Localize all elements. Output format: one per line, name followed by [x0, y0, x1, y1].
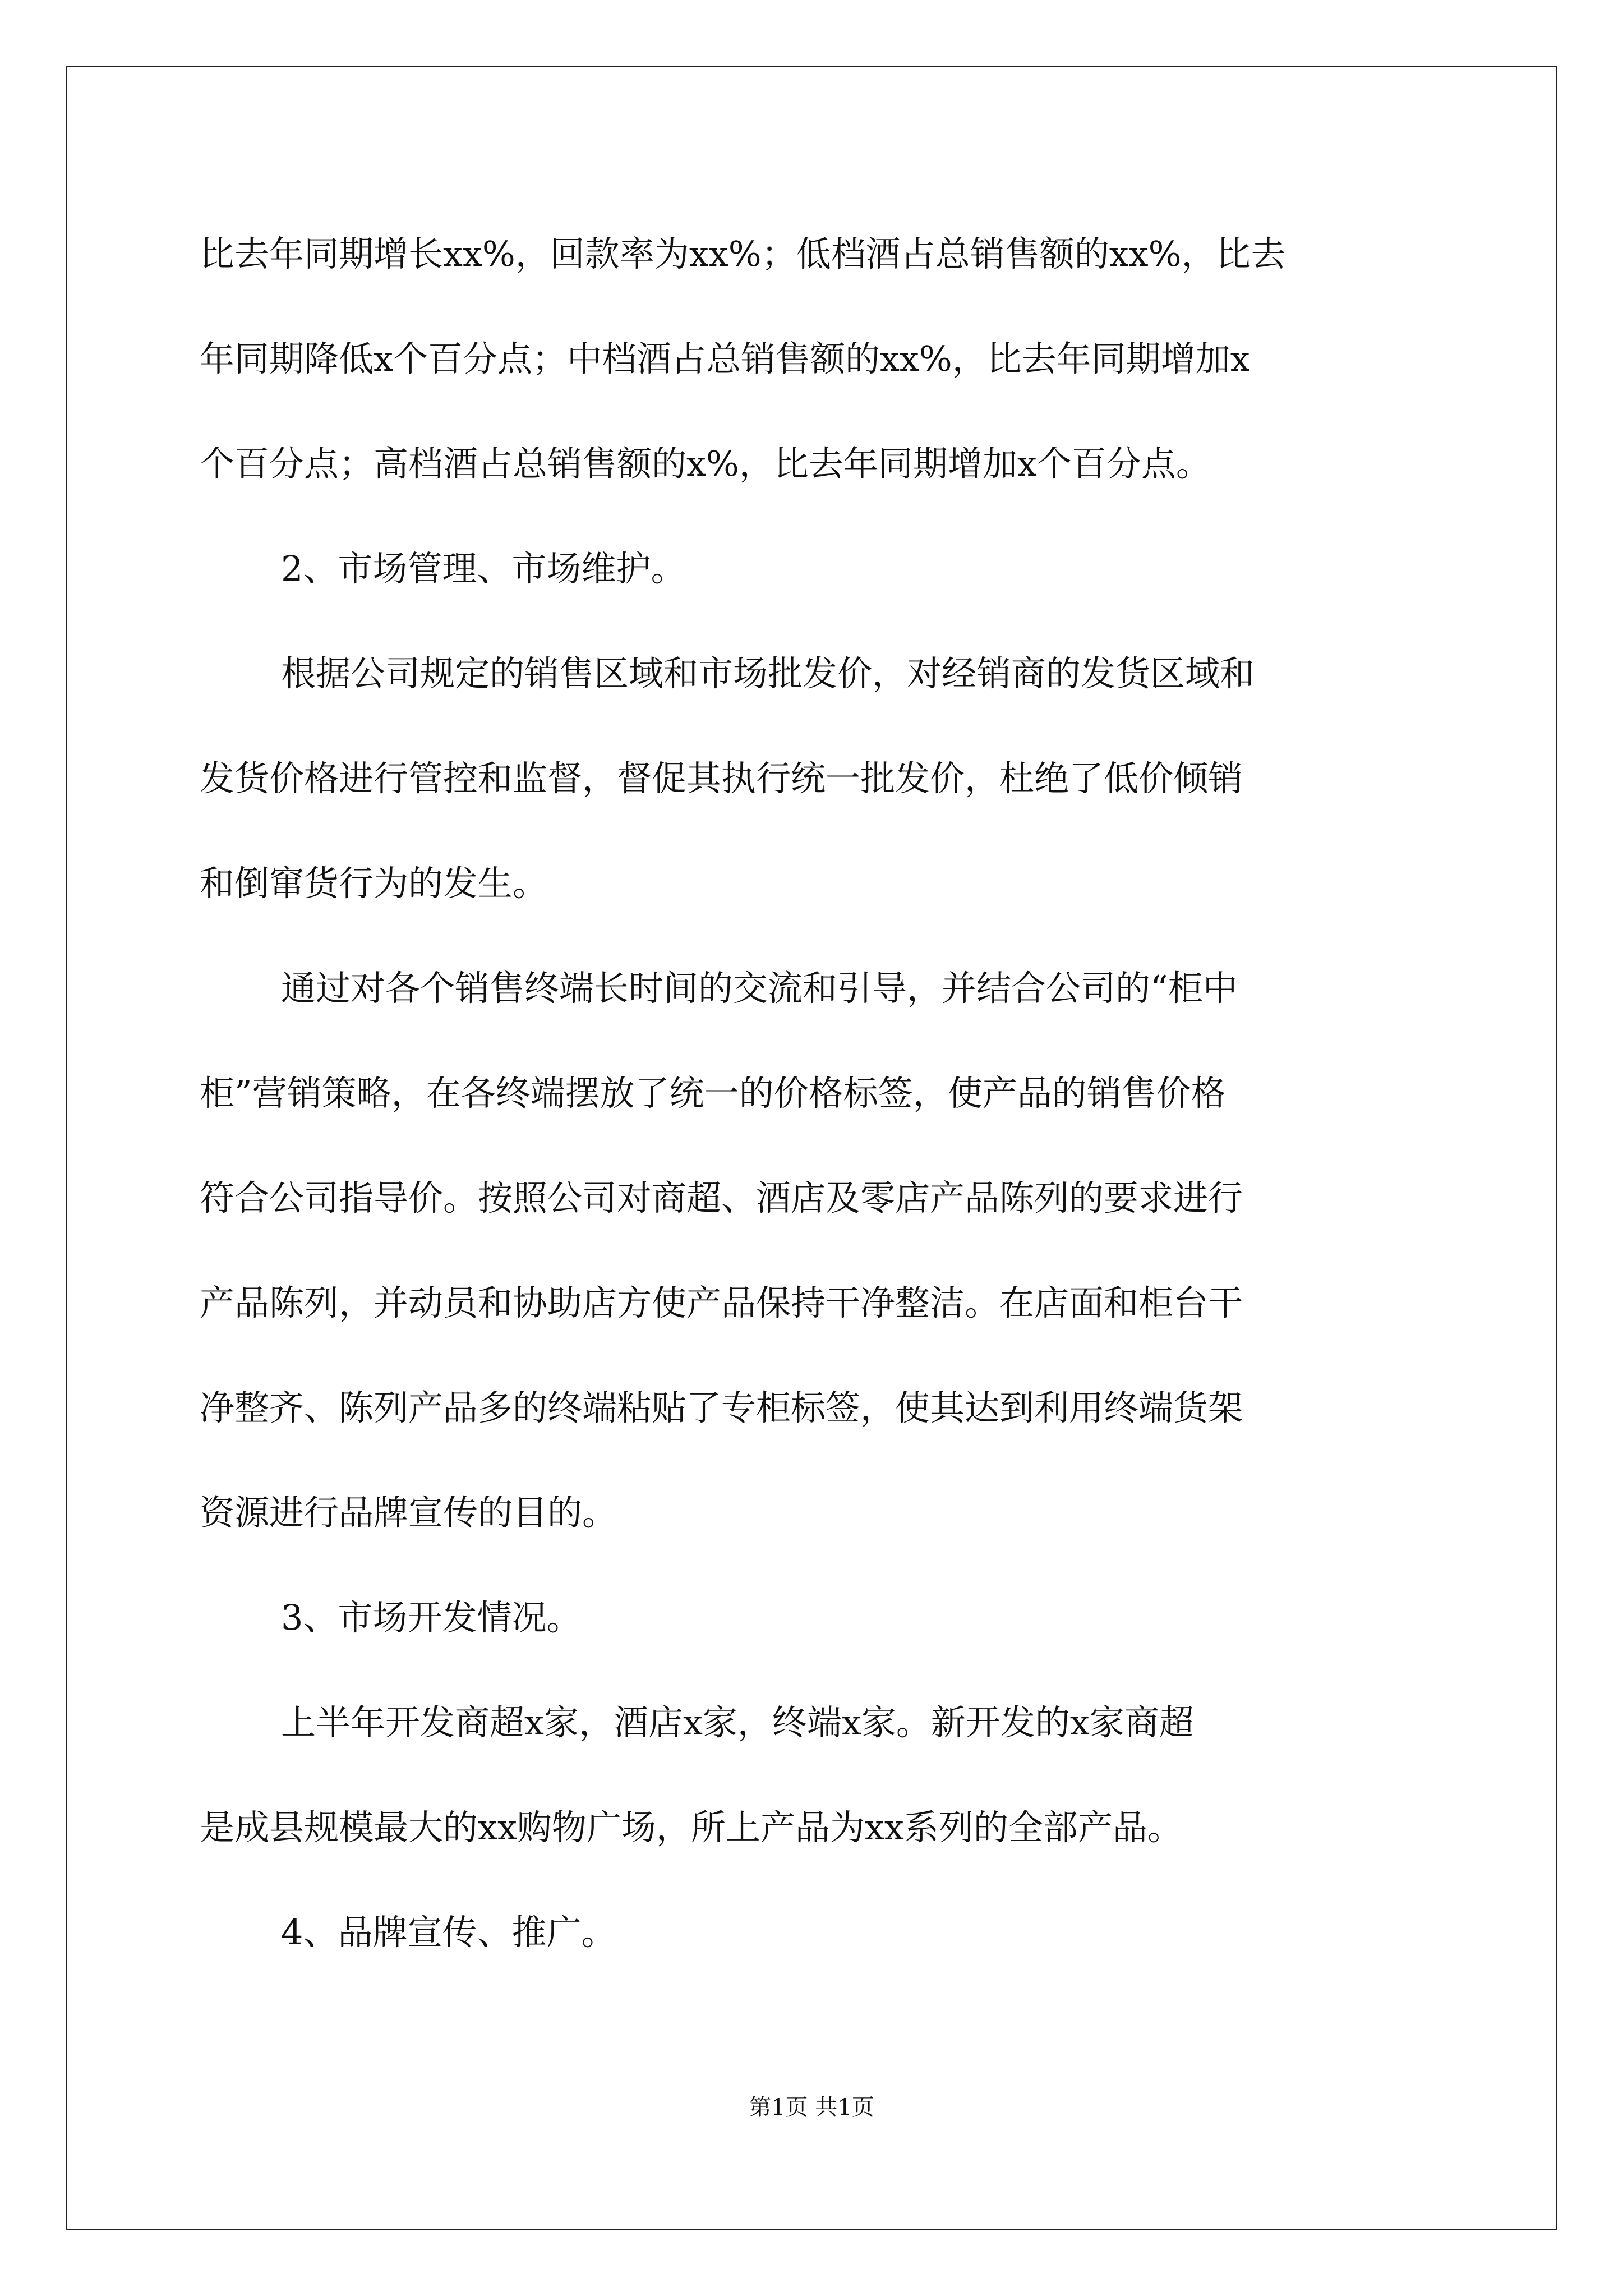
text-line: 产品陈列，并动员和协助店方使产品保持干净整洁。在店面和柜台干: [200, 1282, 1243, 1323]
text-line: 通过对各个销售终端长时间的交流和引导，并结合公司的“柜中: [281, 968, 1238, 1009]
page-footer: 第1页 共1页: [749, 2095, 874, 2120]
text-line: 年同期降低x个百分点；中档酒占总销售额的xx%，比去年同期增加x: [200, 338, 1250, 379]
section-heading: 3、市场开发情况。: [281, 1597, 582, 1638]
text-line: 个百分点；高档酒占总销售额的x%，比去年同期增加x个百分点。: [200, 443, 1211, 484]
section-heading: 4、品牌宣传、推广。: [281, 1912, 616, 1953]
section-heading: 2、市场管理、市场维护。: [281, 548, 686, 589]
text-line: 上半年开发商超x家，酒店x家，终端x家。新开发的x家商超: [281, 1702, 1194, 1743]
page-border: [66, 66, 1557, 2230]
text-line: 符合公司指导价。按照公司对商超、酒店及零店产品陈列的要求进行: [200, 1177, 1243, 1218]
text-line: 是成县规模最大的xx购物广场，所上产品为xx系列的全部产品。: [200, 1807, 1182, 1848]
text-line: 柜”营销策略，在各终端摆放了统一的价格标签，使产品的销售价格: [200, 1073, 1226, 1114]
text-line: 比去年同期增长xx%，回款率为xx%；低档酒占总销售额的xx%，比去: [200, 233, 1286, 274]
text-line: 根据公司规定的销售区域和市场批发价，对经销商的发货区域和: [281, 653, 1255, 694]
text-line: 和倒窜货行为的发生。: [200, 863, 548, 904]
text-line: 发货价格进行管控和监督，督促其执行统一批发价，杜绝了低价倾销: [200, 758, 1243, 799]
text-line: 资源进行品牌宣传的目的。: [200, 1492, 617, 1533]
text-line: 净整齐、陈列产品多的终端粘贴了专柜标签，使其达到利用终端货架: [200, 1387, 1243, 1428]
